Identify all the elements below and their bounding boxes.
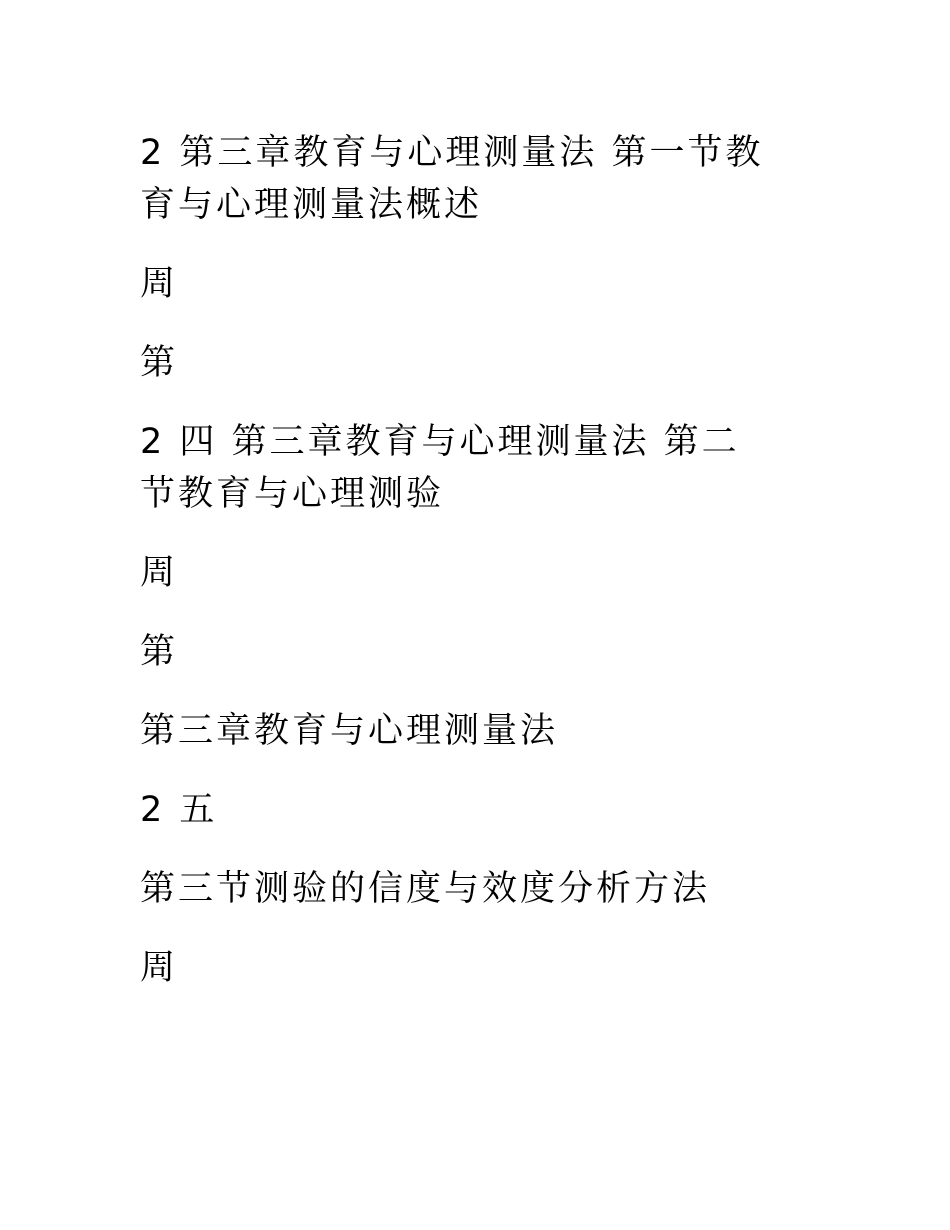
text-line-3: 周 (140, 264, 179, 304)
text-line-1: 2 第三章教育与心理测量法 第一节教 (140, 133, 764, 173)
text-line-2: 育与心理测量法概述 (140, 185, 483, 225)
text-line-11: 第三节测验的信度与效度分析方法 (140, 869, 711, 909)
text-line-6: 节教育与心理测验 (140, 474, 445, 514)
text-line-12: 周 (140, 948, 179, 988)
text-line-9: 第三章教育与心理测量法 (140, 711, 559, 751)
text-line-5: 2 四 第三章教育与心理测量法 第二 (140, 422, 740, 462)
text-line-7: 周 (140, 553, 179, 593)
text-line-10: 2 五 (140, 790, 218, 830)
text-line-8: 第 (140, 632, 179, 672)
text-line-4: 第 (140, 343, 179, 383)
